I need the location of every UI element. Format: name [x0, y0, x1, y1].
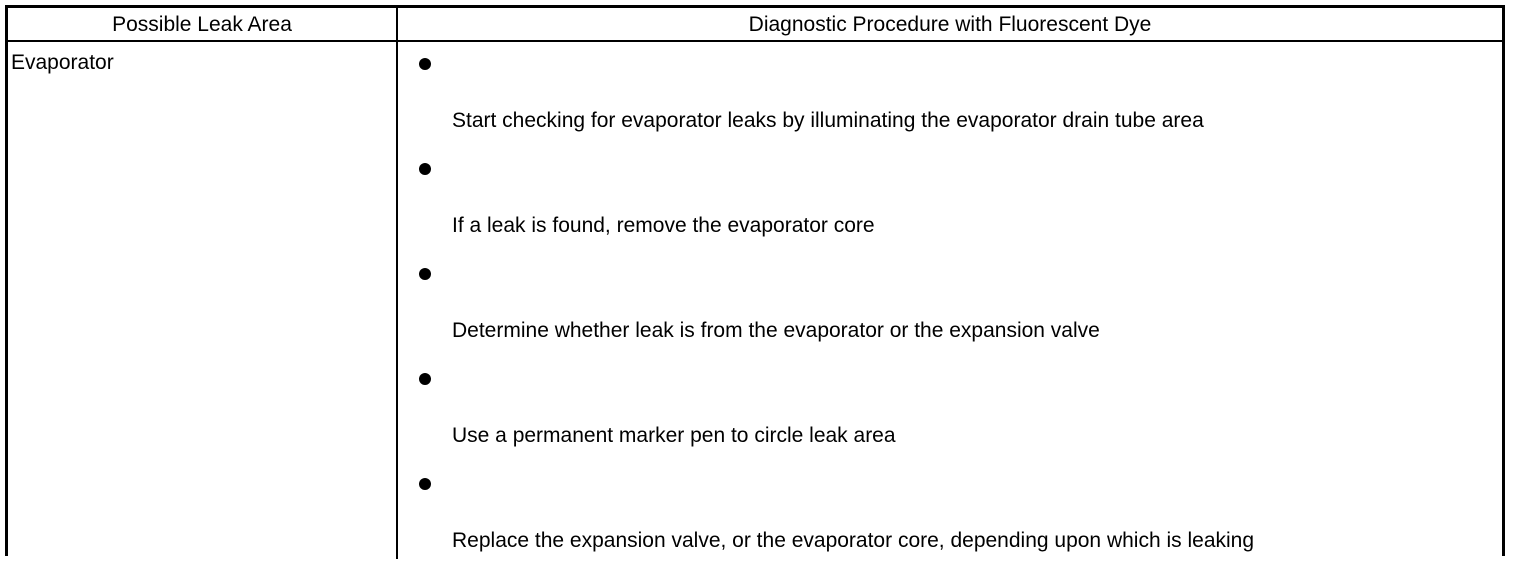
table-header [8, 8, 1502, 42]
procedure-step-text: Replace the expansion valve, or the evaporator core, depending upon which is leaking [452, 529, 1255, 552]
leak-area-cell: Evaporator [11, 51, 114, 74]
procedure-step-text: Use a permanent marker pen to circle leak area [452, 424, 896, 447]
procedure-step [398, 147, 1502, 252]
bullet-icon [419, 373, 431, 385]
bullet-icon [419, 478, 431, 490]
procedure-step [398, 462, 1502, 567]
bullet-icon [419, 268, 431, 280]
bullet-icon [419, 163, 431, 175]
procedure-step [398, 42, 1502, 147]
procedure-step [398, 252, 1502, 357]
procedure-step-text: If a leak is found, remove the evaporator core [452, 214, 875, 237]
procedure-step-text: Determine whether leak is from the evaporator or the expansion valve [452, 319, 1100, 342]
procedure-step [398, 357, 1502, 462]
header-possible-leak-area: Possible Leak Area [112, 13, 292, 36]
leak-diagnosis-table [5, 5, 1505, 556]
header-diagnostic-procedure: Diagnostic Procedure with Fluorescent Dye [748, 13, 1152, 36]
procedure-step-text: Start checking for evaporator leaks by illuminating the evaporator drain tube area [452, 109, 1204, 132]
bullet-icon [419, 58, 431, 70]
